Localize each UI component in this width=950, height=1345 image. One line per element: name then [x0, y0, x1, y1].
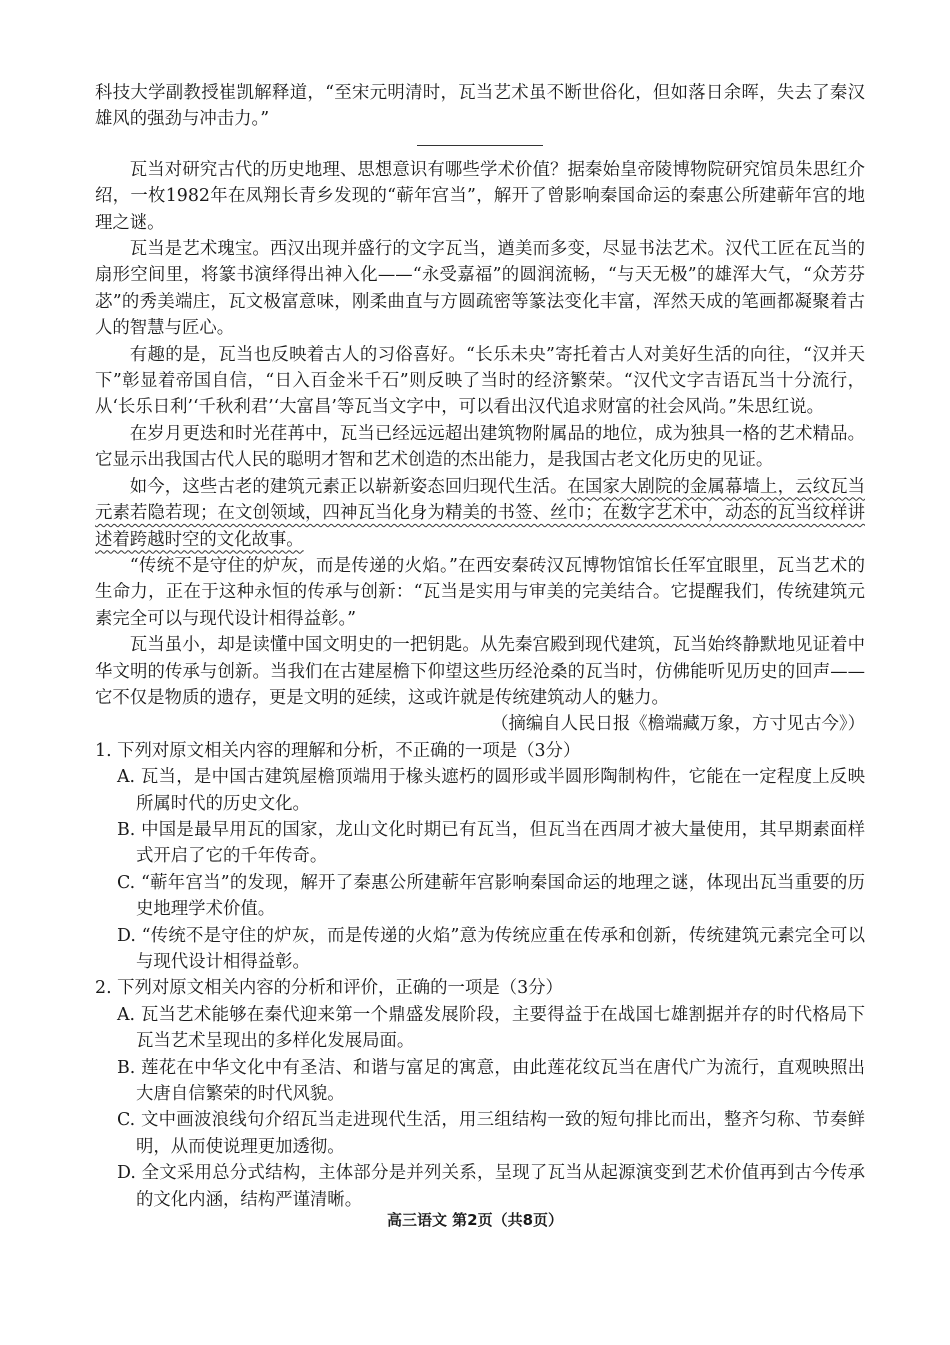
option-d: D. “传统不是守住的炉灰，而是传递的火焰”意为传统应重在传承和创新，传统建筑元素完全可以与现代设计相得益彰。 — [117, 925, 865, 972]
question-stem: 2. 下列对原文相关内容的分析和评价，正确的一项是（3分） — [95, 978, 563, 999]
option-a: A. 瓦当，是中国古建筑屋檐顶端用于椽头遮朽的圆形或半圆形陶制构件，它能在一定程度上反映所属时代的历史文化。 — [117, 767, 865, 814]
intro-text: 科技大学副教授崔凯解释道，“至宋元明清时，瓦当艺术虽不断世俗化，但如落日余晖，失去了秦汉雄风的强劲与冲击力。” — [95, 83, 865, 130]
page-content — [95, 80, 865, 1213]
paragraph-2: 瓦当是艺术瑰宝。西汉出现并盛行的文字瓦当，遒美而多变，尽显书法艺术。汉代工匠在瓦当的扇形空间里，将篆书演绎得出神入化——“永受嘉福”的圆润流畅，“与天无极”的雄浑大气，“众芳芬苾”的秀美端庄，瓦文极富意味，刚柔曲直与方圆疏密等篆法变化丰富，浑然天成的笔画都凝聚着古人的智慧与匠心。 — [95, 239, 865, 339]
option-d: D. 全文采用总分式结构，主体部分是并列关系，呈现了瓦当从起源演变到艺术价值再到古今传承的文化内涵，结构严谨清晰。 — [117, 1163, 865, 1210]
option-c: C. 文中画波浪线句介绍瓦当走进现代生活，用三组结构一致的短句排比而出，整齐匀称、节奏鲜明，从而使说理更加透彻。 — [117, 1110, 865, 1157]
option-b: B. 莲花在中华文化中有圣洁、和谐与富足的寓意，由此莲花纹瓦当在唐代广为流行，直观映照出大唐自信繁荣的时代风貌。 — [117, 1057, 865, 1105]
option-b: B. 中国是最早用瓦的国家，龙山文化时期已有瓦当，但瓦当在西周才被大量使用，其早期素面样式开启了它的千年传奇。 — [117, 819, 865, 867]
question-stem: 1. 下列对原文相关内容的理解和分析，不正确的一项是（3分） — [95, 740, 581, 761]
option-a: A. 瓦当艺术能够在秦代迎来第一个鼎盛发展阶段，主要得益于在战国七雄割据并存的时代格局下瓦当艺术呈现出的多样化发展局面。 — [117, 1004, 865, 1052]
paragraph-1: 瓦当对研究古代的历史地理、思想意识有哪些学术价值？据秦始皇帝陵博物院研究馆员朱思红介绍，一枚1982年在凤翔长青乡发现的“蕲年宫当”，解开了曾影响秦国命运的秦惠公所建蕲年宫的地理之谜。 — [95, 159, 865, 233]
paragraph-5-lead: 如今，这些古老的建筑元素正以崭新姿态回归现代生活。 — [129, 476, 568, 497]
source-citation: （摘编自人民日报《檐端藏万象，方寸见古今》） — [491, 714, 865, 735]
paragraph-5 — [95, 474, 865, 553]
option-c: C. “蕲年宫当”的发现，解开了秦惠公所建蕲年宫影响秦国命运的地理之谜，体现出瓦当重要的历史地理学术价值。 — [117, 872, 865, 920]
paragraph-4: 在岁月更迭和时光荏苒中，瓦当已经远远超出建筑物附属品的地位，成为独具一格的艺术精品。它显示出我国古代人民的聪明才智和艺术创造的杰出能力，是我国古老文化历史的见证。 — [95, 423, 865, 471]
paragraph-3: 有趣的是，瓦当也反映着古人的习俗喜好。“长乐未央”寄托着古人对美好生活的向往，“汉并天下”彰显着帝国自信，“日入百金米千石”则反映了当时的经济繁荣。“汉代文字吉语瓦当十分流行，从‘长乐日利’‘千秋利君’‘大富昌’等瓦当文字中，可以看出汉代追求财富的社会风尚。”朱思红说。 — [95, 344, 865, 418]
section-divider — [417, 145, 543, 146]
question-1 — [95, 738, 865, 976]
paragraph-7: 瓦当虽小，却是读懂中国文明史的一把钥匙。从先秦宫殿到现代建筑，瓦当始终静默地见证着中华文明的传承与创新。当我们在古建屋檐下仰望这些历经沧桑的瓦当时，仿佛能听见历史的回声——它不仅是物质的遗存，更是文明的延续，这或许就是传统建筑动人的魅力。 — [95, 635, 865, 708]
paragraph-6: “传统不是守住的炉灰，而是传递的火焰。”在西安秦砖汉瓦博物馆馆长任军宜眼里，瓦当艺术的生命力，正在于这种永恒的传承与创新：“瓦当是实用与审美的完美结合。它提醒我们，传统建筑元素完全可以与现代设计相得益彰。” — [95, 555, 865, 629]
page-footer: 高三语文 第2页（共8页） — [386, 1211, 564, 1229]
question-2 — [95, 975, 865, 1213]
wavy-underlined-sentence: 在国家大剧院的金属幕墙上，云纹瓦当元素若隐若现；在文创领域，四神瓦当化身为精美的书签、丝巾；在数字艺术中，动态的瓦当纹样讲述着跨越时空的文化故事。 — [95, 476, 865, 550]
